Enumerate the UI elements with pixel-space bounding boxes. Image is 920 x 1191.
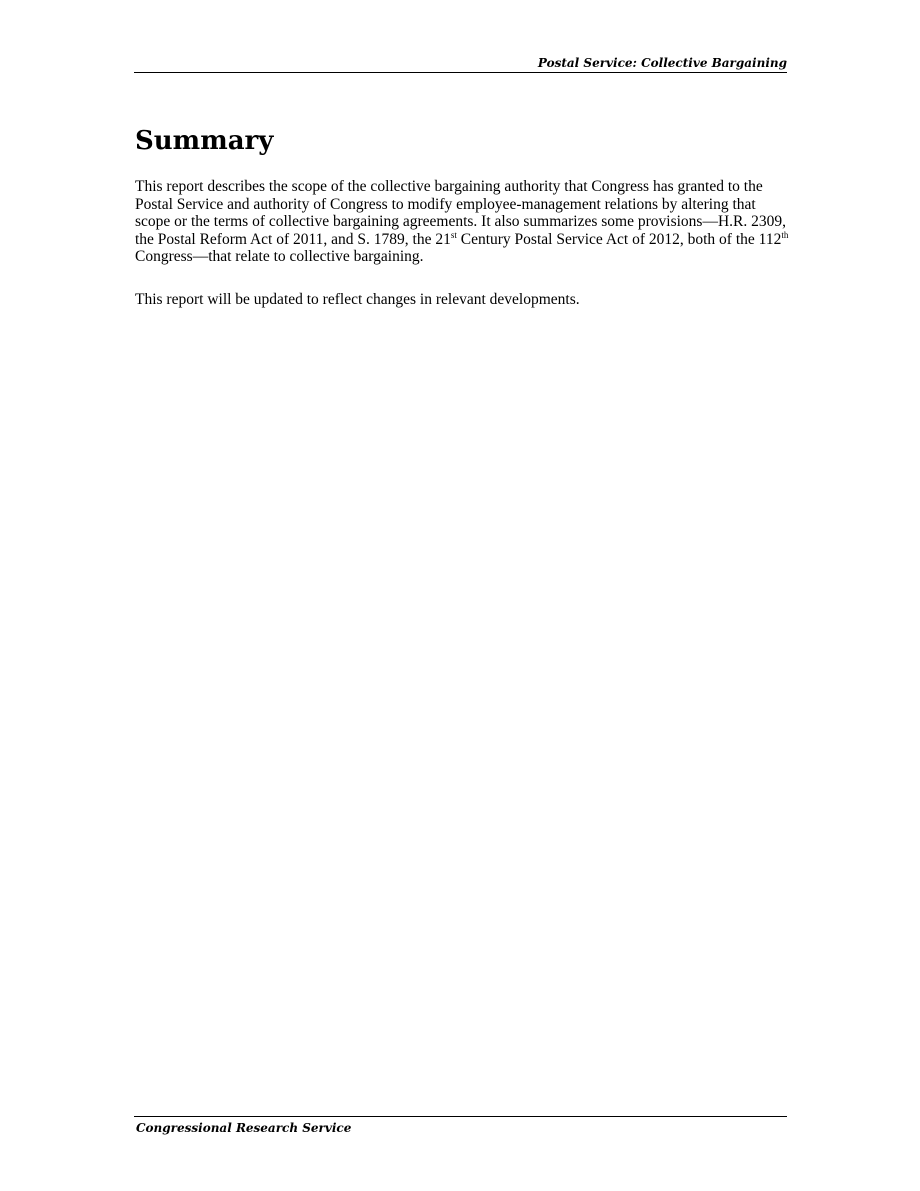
running-header-title: Postal Service: Collective Bargaining: [537, 56, 787, 70]
ordinal-suffix-th: th: [781, 229, 789, 240]
summary-paragraph-1-text-a: This report describes the scope of the collective bargaining authority that Congress has granted to the Postal Service and authority of Congress to modify employee-management relations by altering that scope or the terms of collective bargaining agreements. It also summarizes some provisions—H.R. 2309, the Postal Reform Act of 2011, and S. 1789, the 21: [135, 178, 786, 248]
ordinal-suffix-st: st: [450, 229, 457, 240]
summary-paragraph-1: [135, 178, 790, 266]
page-title: Summary: [135, 126, 274, 156]
summary-paragraph-2: This report will be updated to reflect changes in relevant developments.: [135, 291, 580, 308]
header-divider: [134, 72, 787, 73]
summary-paragraph-1-text-b: Century Postal Service Act of 2012, both of the 112: [456, 230, 782, 248]
summary-paragraph-1-text-c: Congress—that relate to collective bargaining.: [135, 248, 424, 265]
footer-publisher: Congressional Research Service: [136, 1121, 352, 1135]
footer-divider: [134, 1116, 787, 1117]
